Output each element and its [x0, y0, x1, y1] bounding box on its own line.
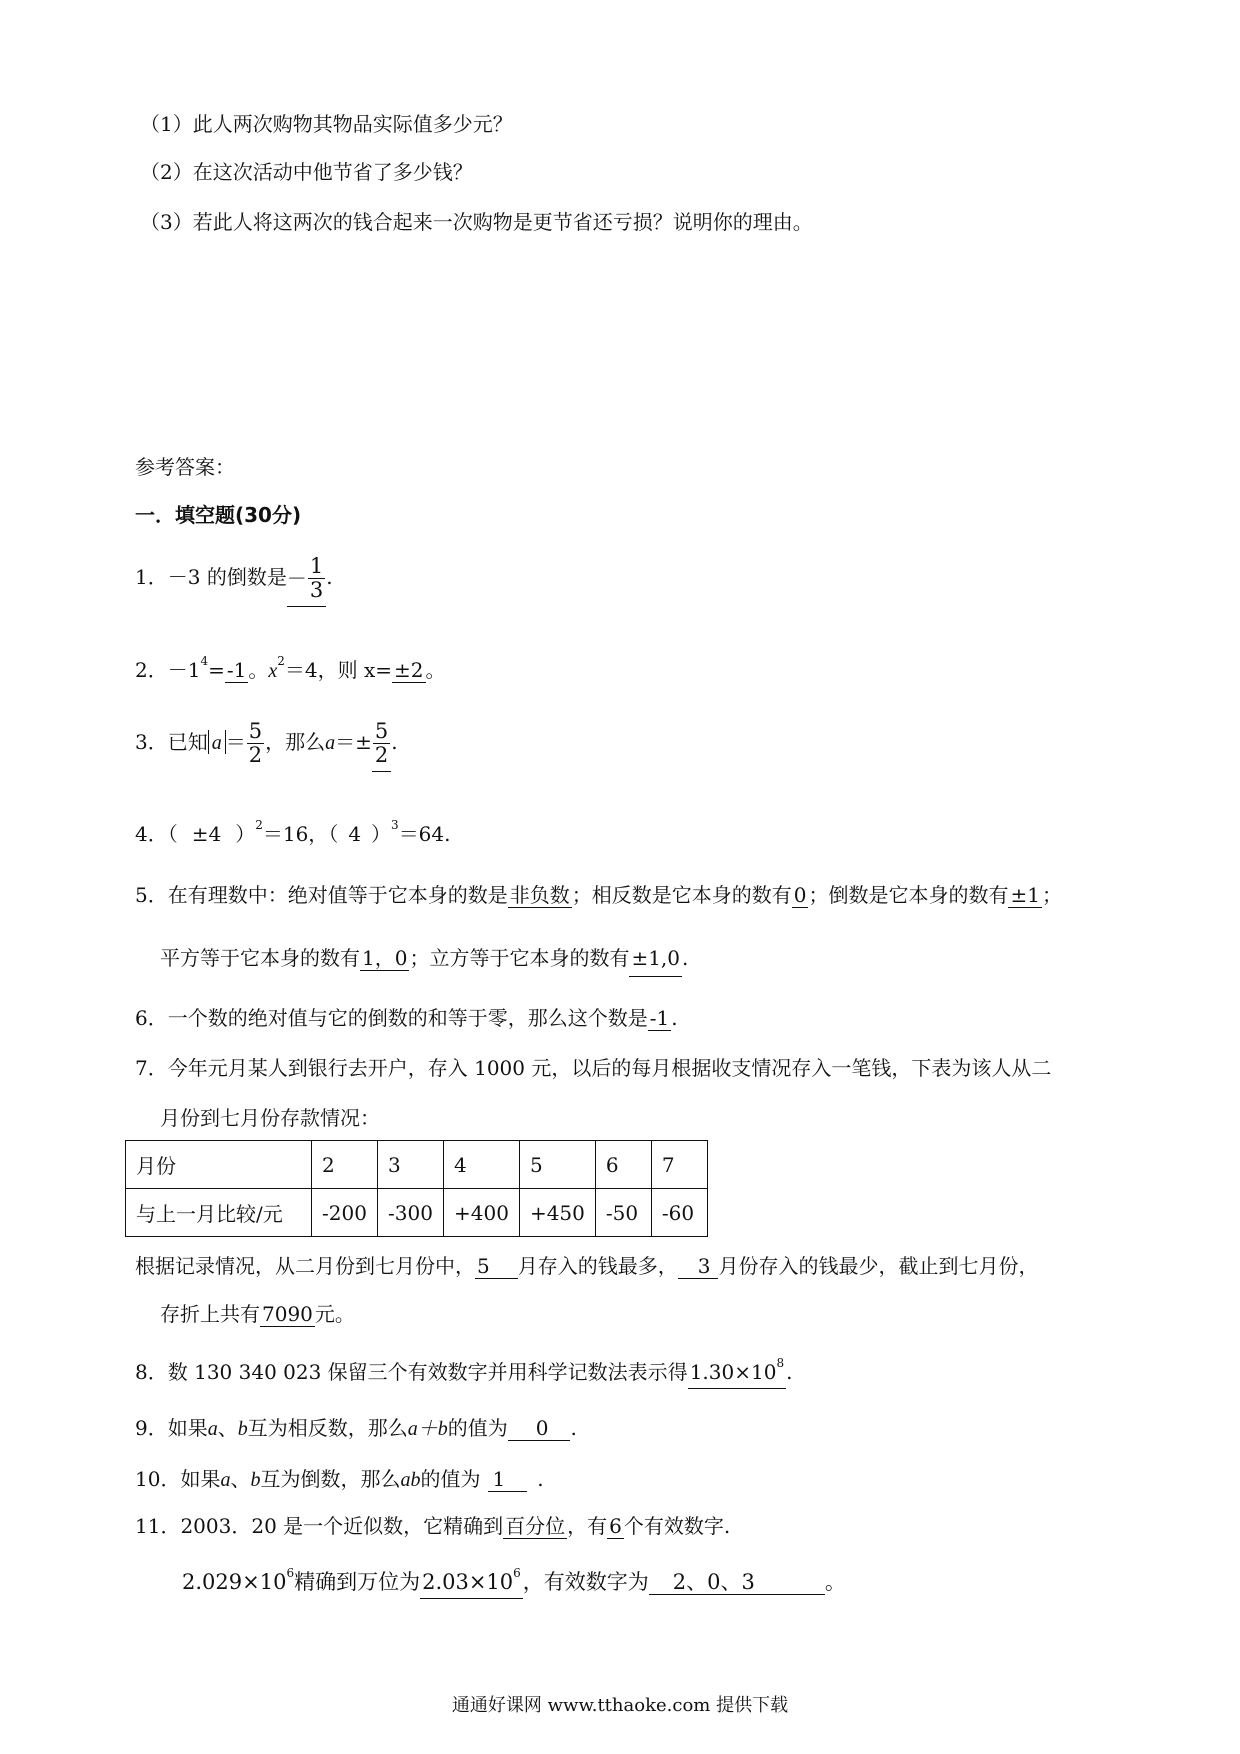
equals: = — [208, 658, 225, 682]
answer-7-line-4 — [160, 1302, 355, 1326]
table-cell: -60 — [651, 1189, 707, 1237]
variable-a: a — [207, 1418, 218, 1440]
deposit-table — [125, 1140, 708, 1237]
paren-open: （ — [328, 822, 339, 846]
table-cell: -300 — [378, 1189, 444, 1237]
fraction-numerator: 5 — [248, 719, 263, 743]
answer-text: 今年元月某人到银行去开户，存入 1000 元，以后的每月根据收支情况存入一笔钱，下表为该人从二 — [167, 1056, 1052, 1080]
answer-text: 在有理数中：绝对值等于它本身的数是 — [167, 883, 508, 907]
answer-text: 个有效数字. — [623, 1514, 731, 1538]
answer-blank-3: ±1 — [1010, 883, 1040, 907]
answer-blank: -1 — [649, 1006, 670, 1030]
answer-6 — [135, 1006, 678, 1030]
equation-text: ＝64. — [398, 822, 451, 846]
answer-blank: 1 — [488, 1467, 527, 1492]
variable-a: a — [220, 1469, 231, 1491]
answer-text: 一个数的绝对值与它的倒数的和等于零，那么这个数是 — [167, 1006, 648, 1030]
answer-text: 如果 — [167, 1416, 208, 1440]
end-mark: . — [537, 1467, 544, 1491]
fraction — [247, 720, 264, 767]
answer-blank-1: 百分位 — [505, 1514, 566, 1538]
item-number: 9． — [135, 1416, 168, 1440]
answer-blank — [688, 1356, 786, 1389]
answer-text: 互为倒数，那么 — [260, 1467, 401, 1491]
answer-blank-1 — [420, 1566, 523, 1599]
item-number: 1． — [135, 565, 168, 590]
answer-text: －3 的倒数是 — [167, 565, 287, 590]
answer-blank-1: 非负数 — [509, 883, 570, 907]
equation-text: ＝4，则 x= — [284, 658, 393, 682]
exponent: 6 — [513, 1566, 521, 1580]
fraction — [373, 720, 390, 767]
answer-blank-2: ±2 — [394, 658, 424, 682]
sci-base: 2.03×10 — [422, 1570, 514, 1594]
end-mark: . — [391, 730, 398, 755]
exponent: 8 — [776, 1356, 785, 1370]
answer-2 — [135, 654, 446, 683]
sign: － — [286, 566, 307, 591]
sci-base: 1.30×10 — [689, 1360, 777, 1384]
item-number: 7． — [135, 1056, 168, 1080]
end-mark: . — [682, 946, 689, 970]
answer-text: ； — [1041, 883, 1062, 907]
answer-blank-1: ±4 — [191, 822, 222, 846]
exponent: 2 — [255, 818, 263, 832]
fraction-numerator: 5 — [374, 719, 389, 743]
answer-text: 根据记录情况，从二月份到七月份中， — [135, 1254, 475, 1278]
question-2: （2）在这次活动中他节省了多少钱？ — [140, 160, 473, 184]
table-cell: 7 — [651, 1141, 707, 1189]
table-cell: 月份 — [126, 1141, 312, 1189]
answer-blank — [287, 555, 326, 607]
answer-1 — [135, 555, 333, 607]
answer-blank-2: 0 — [793, 883, 807, 907]
variable-b: b — [237, 1418, 248, 1440]
table-row — [126, 1141, 708, 1189]
separator: 、 — [230, 1467, 251, 1491]
item-number: 11． — [135, 1514, 181, 1538]
answer-blank-2: 6 — [609, 1514, 622, 1538]
answer-text: ；立方等于它本身的数有 — [409, 946, 630, 970]
answer-5-line-2 — [160, 946, 688, 970]
answer-4 — [135, 818, 451, 846]
answer-blank-5: ±1,0 — [629, 946, 682, 977]
question-1: （1）此人两次购物其物品实际值多少元？ — [140, 112, 513, 136]
equals: ＝ — [225, 730, 246, 755]
item-number: 5． — [135, 883, 168, 907]
answer-7-line-3 — [135, 1254, 1038, 1278]
answer-8 — [135, 1356, 793, 1384]
paren-open: （ — [167, 822, 178, 846]
answer-text: ；倒数是它本身的数有 — [808, 883, 1009, 907]
sci-base: 2.029×10 — [182, 1570, 287, 1594]
answer-text: 如果 — [180, 1467, 221, 1491]
fraction-numerator: 1 — [309, 554, 324, 578]
table-cell: 6 — [595, 1141, 651, 1189]
item-number: 4． — [135, 822, 168, 846]
separator: 。 — [248, 658, 269, 682]
answer-text: 元。 — [314, 1302, 355, 1326]
answers-title: 参考答案： — [135, 455, 235, 479]
answer-text: 月存入的钱最多， — [517, 1254, 678, 1278]
answer-blank — [372, 720, 391, 772]
answer-blank-2: 3 — [678, 1254, 719, 1279]
answer-3 — [135, 720, 398, 772]
answer-text: 的值为 — [447, 1416, 508, 1440]
answer-5-line-1 — [135, 883, 1062, 907]
end-mark: . — [671, 1006, 678, 1030]
answer-text: 数 130 340 023 保留三个有效数字并用科学记数法表示得 — [167, 1360, 688, 1384]
end-mark: . — [326, 565, 333, 590]
table-cell: +400 — [444, 1189, 520, 1237]
table-cell: 4 — [444, 1141, 520, 1189]
answer-7-line-1 — [135, 1056, 1051, 1080]
variable-x: x — [268, 660, 278, 682]
answer-text: ，有 — [567, 1514, 608, 1538]
answer-text: 精确到万位为 — [294, 1570, 421, 1594]
table-cell: -200 — [312, 1189, 378, 1237]
answer-text: 存折上共有 — [160, 1302, 260, 1326]
paren-close: ） — [235, 822, 256, 846]
exponent: 6 — [286, 1566, 295, 1580]
table-cell: 2 — [312, 1141, 378, 1189]
expression: ab — [400, 1469, 421, 1491]
expr-base: －1 — [167, 658, 201, 682]
answer-text: 月份存入的钱最少，截止到七月份， — [718, 1254, 1039, 1278]
table-cell: 与上一月比较/元 — [126, 1189, 312, 1237]
answer-11-line-1 — [135, 1514, 730, 1538]
end-mark: . — [570, 1416, 577, 1440]
page-footer: 通通好课网 www.tthaoke.com 提供下载 — [451, 1695, 789, 1716]
answer-text: 已知 — [167, 730, 208, 755]
variable-a: a — [325, 732, 336, 755]
exponent: 2 — [277, 654, 285, 668]
table-cell: +450 — [519, 1189, 595, 1237]
exponent: 3 — [391, 818, 399, 832]
item-number: 10． — [135, 1467, 181, 1491]
paren-close: ） — [371, 822, 392, 846]
equals: ＝± — [335, 730, 372, 755]
answer-text: ；相反数是它本身的数有 — [571, 883, 792, 907]
absolute-value — [208, 730, 226, 754]
answer-text: 平方等于它本身的数有 — [160, 946, 360, 970]
end-mark: 。 — [425, 658, 446, 682]
answer-10 — [135, 1467, 544, 1492]
answer-blank-3: 7090 — [262, 1302, 313, 1326]
table-cell: 3 — [378, 1141, 444, 1189]
question-3: （3）若此人将这两次的钱合起来一次购物是更节省还亏损？说明你的理由。 — [140, 210, 813, 234]
expression: a＋b — [407, 1418, 448, 1440]
answer-blank: 0 — [508, 1416, 571, 1441]
table-row — [126, 1189, 708, 1237]
item-number: 8． — [135, 1360, 168, 1384]
fraction-denominator: 2 — [374, 743, 389, 768]
fraction-denominator: 3 — [309, 578, 324, 603]
section-title: 一．填空题(30分) — [135, 503, 302, 527]
variable-a: a — [211, 732, 222, 755]
answer-blank-2: 4 — [348, 822, 362, 846]
end-mark: . — [786, 1360, 793, 1384]
answer-text: 互为相反数，那么 — [247, 1416, 408, 1440]
answer-blank-1: -1 — [226, 658, 247, 682]
variable-b: b — [250, 1469, 261, 1491]
fraction-denominator: 2 — [248, 743, 263, 768]
item-number: 3． — [135, 730, 168, 755]
answer-11-line-2 — [182, 1566, 846, 1595]
answer-blank-4: 1，0 — [362, 946, 408, 970]
answer-text: 2003．20 是一个近似数，它精确到 — [180, 1514, 504, 1538]
answer-text: 的值为 — [420, 1467, 481, 1491]
item-number: 6． — [135, 1006, 168, 1030]
answer-text: ，有效数字为 — [522, 1570, 649, 1594]
item-number: 2． — [135, 658, 168, 682]
answer-blank-2: 2、0、3 — [649, 1570, 825, 1595]
answer-blank-1: 5 — [475, 1254, 518, 1279]
equation-text: ＝16， — [262, 822, 329, 846]
exponent: 4 — [200, 654, 209, 668]
answer-7-line-2: 月份到七月份存款情况： — [160, 1106, 380, 1130]
table-cell: -50 — [595, 1189, 651, 1237]
answer-text: ，那么 — [265, 730, 326, 755]
separator: 、 — [217, 1416, 238, 1440]
fraction — [308, 555, 325, 602]
answer-9 — [135, 1416, 577, 1441]
end-mark: 。 — [824, 1570, 846, 1594]
table-cell: 5 — [519, 1141, 595, 1189]
